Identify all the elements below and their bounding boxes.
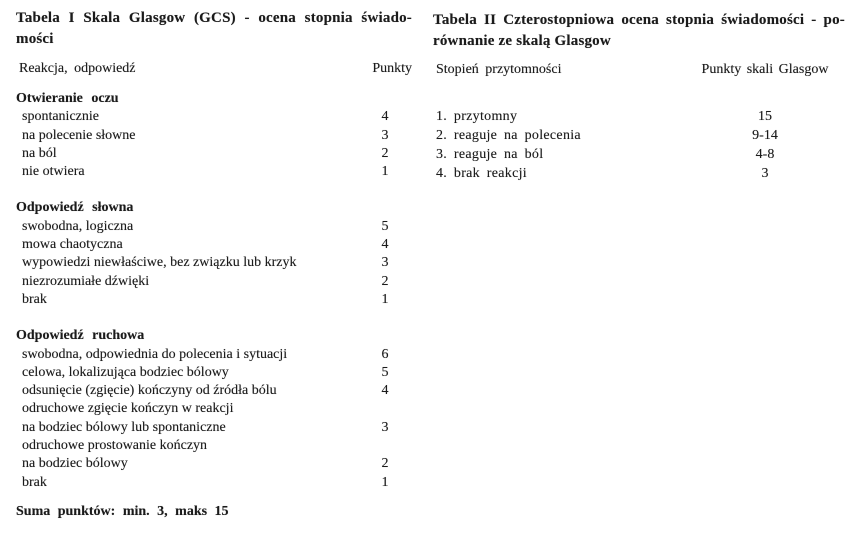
points-value: 5 [381, 364, 389, 380]
points-value [358, 400, 412, 418]
gcs-section-header: Odpowiedź ruchowa [16, 328, 145, 344]
points-value [358, 437, 412, 455]
reaction-label: mowa chaotyczna [22, 237, 123, 253]
table-1-title-line1: Tabela I Skala Glasgow (GCS) - ocena stopnia świado- [16, 10, 412, 26]
table-1-sections [16, 90, 412, 492]
reaction-label: odruchowe zgięcie kończyn w reakcji [22, 401, 234, 417]
points-value: 4 [381, 237, 389, 253]
table-2-title-line2: równanie ze skalą Glasgow [433, 33, 611, 49]
reaction-label: swobodna, odpowiednia do polecenia i sytuacji [22, 346, 288, 362]
points-value: 4 [381, 109, 389, 125]
table-1-sum-footer: Suma punktów: min. 3, maks 15 [16, 503, 229, 519]
table-1-column-headers [16, 60, 412, 78]
points-value: 3 [381, 419, 389, 435]
reaction-label: odsunięcie (zgięcie) kończyny od źródła bólu [22, 383, 277, 399]
glasgow-points-value: 15 [758, 109, 772, 124]
reaction-label: swobodna, logiczna [22, 218, 134, 234]
points-value: 1 [381, 291, 389, 307]
points-value: 1 [381, 474, 389, 490]
table-row [16, 254, 412, 272]
table-row [16, 145, 412, 163]
table-2-col-points: Punkty skali Glasgow [701, 62, 829, 77]
table-row [16, 382, 412, 400]
table-row [16, 400, 412, 418]
table-row [16, 218, 412, 236]
table-2-col-level: Stopień przytomności [436, 62, 562, 77]
table-2-title-line1: Tabela II Czterostopniowa ocena stopnia świadomości - po- [433, 12, 845, 28]
table-1-col-reaction: Reakcja, odpowiedź [19, 61, 136, 76]
table-row [16, 127, 412, 145]
table-2-column-headers [433, 61, 845, 79]
table-2-four-grade [433, 0, 845, 183]
points-value: 6 [381, 346, 389, 362]
reaction-label: spontanicznie [22, 109, 99, 125]
table-row [433, 164, 845, 183]
points-value: 4 [381, 383, 389, 399]
table-1-col-points: Punkty [372, 61, 412, 76]
table-row [433, 145, 845, 164]
reaction-label: celowa, lokalizująca bodziec bólowy [22, 364, 229, 380]
table-1-gcs [16, 0, 412, 520]
points-value: 5 [381, 218, 389, 234]
gcs-section [16, 90, 412, 181]
reaction-label: na ból [22, 145, 57, 161]
gcs-section-header: Odpowiedź słowna [16, 200, 134, 216]
gcs-section [16, 327, 412, 492]
table-row [16, 346, 412, 364]
reaction-label: niezrozumiałe dźwięki [22, 273, 150, 289]
reaction-label: wypowiedzi niewłaściwe, bez związku lub krzyk [22, 255, 297, 271]
reaction-label: na bodziec bólowy lub spontaniczne [22, 419, 226, 435]
table-row [16, 108, 412, 126]
consciousness-level-label: 3. reaguje na ból [436, 147, 544, 162]
reaction-label: na polecenie słowne [22, 127, 136, 143]
table-2-rows [433, 107, 845, 183]
table-row [16, 437, 412, 455]
points-value: 2 [381, 273, 389, 289]
gcs-section-header: Otwieranie oczu [16, 91, 119, 106]
table-row [16, 273, 412, 291]
glasgow-points-value: 9-14 [752, 128, 778, 143]
consciousness-level-label: 2. reaguje na polecenia [436, 128, 581, 143]
consciousness-level-label: 4. brak reakcji [436, 166, 527, 181]
consciousness-level-label: 1. przytomny [436, 109, 518, 124]
points-value: 2 [381, 145, 389, 161]
table-row [433, 107, 845, 126]
table-row [16, 236, 412, 254]
reaction-label: brak [22, 291, 47, 307]
table-row [16, 474, 412, 492]
table-row [16, 163, 412, 181]
table-1-title [16, 8, 412, 50]
reaction-label: na bodziec bólowy [22, 456, 128, 472]
table-2-title [433, 10, 845, 52]
reaction-label: odruchowe prostowanie kończyn [22, 438, 208, 454]
reaction-label: brak [22, 474, 47, 490]
points-value: 2 [381, 456, 389, 472]
points-value: 1 [381, 164, 389, 180]
table-row [433, 126, 845, 145]
table-row [16, 455, 412, 473]
glasgow-points-value: 3 [761, 166, 769, 181]
points-value: 3 [381, 255, 389, 271]
table-row [16, 419, 412, 437]
table-row [16, 291, 412, 309]
reaction-label: nie otwiera [22, 164, 85, 180]
gcs-section [16, 199, 412, 309]
table-1-title-line2: mości [16, 31, 54, 47]
points-value: 3 [381, 127, 389, 143]
table-row [16, 364, 412, 382]
glasgow-points-value: 4-8 [755, 147, 775, 162]
